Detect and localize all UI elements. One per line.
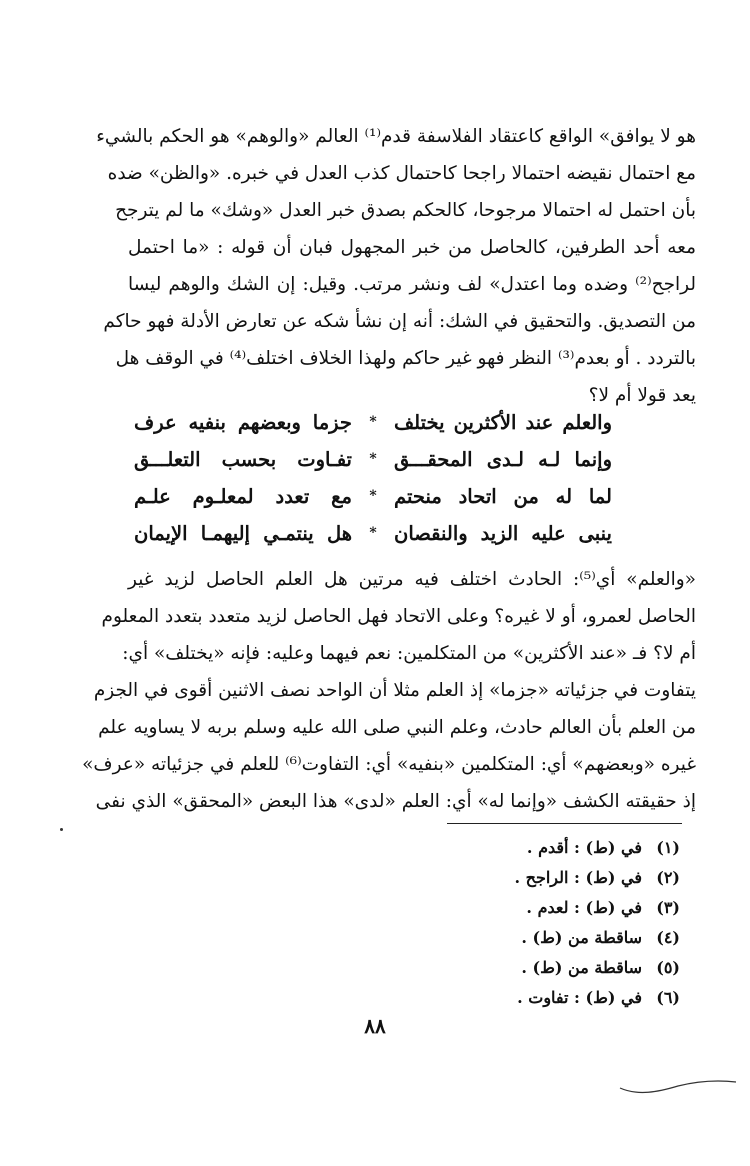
verse-second-hemistich: مع تعدد لمعلـوم علـم bbox=[134, 485, 352, 508]
text-line: بأن احتمل له احتمالا مرجوحا، كالحكم بصدق خبر العدل «وشك» ما لم يترجح bbox=[115, 200, 696, 221]
text-line: يتفاوت في جزئياته «جزما» إذ العلم مثلا أن الواحد نصف الاثنين أقوى في الجزم bbox=[93, 680, 696, 701]
verse-first-hemistich: ينبى عليه الزيد والنقصان bbox=[394, 522, 612, 545]
footnote-number: (٣) bbox=[656, 898, 680, 917]
footnote-item bbox=[380, 893, 680, 923]
verse-first-hemistich: وإنما لـه لـدى المحقـــق bbox=[394, 448, 612, 471]
verse-first-hemistich: لما له من اتحاد منحتم bbox=[394, 485, 612, 508]
verse-separator: * bbox=[369, 451, 377, 467]
verse-line bbox=[134, 404, 612, 441]
footnote-item bbox=[380, 833, 680, 863]
footnote-number: (١) bbox=[656, 838, 680, 857]
footnote-item bbox=[380, 863, 680, 893]
text-line: «والعلم» أي⁽⁵⁾: الحادث اختلف فيه مرتين هل العلم الحاصل لزيد غير bbox=[128, 569, 696, 590]
footnote-item bbox=[380, 923, 680, 953]
footnote-text: في (ط) : الراجح . bbox=[514, 868, 642, 887]
verse-first-hemistich: والعلم عند الأكثرين يختلف bbox=[394, 411, 612, 434]
text-line: مع احتمال نقيضه احتمالا راجحا كاحتمال كذب العدل في خبره. «والظن» ضده bbox=[107, 163, 696, 184]
verse-separator: * bbox=[369, 488, 377, 504]
footnote-text: في (ط) : تفاوت . bbox=[517, 988, 642, 1007]
footnote-text: في (ط) : لعدم . bbox=[526, 898, 642, 917]
text-line: أم لا؟ فـ «عند الأكثرين» من المتكلمين: نعم فيهما وعليه: فإنه «يختلف» أي: bbox=[122, 643, 696, 664]
verse-line bbox=[134, 441, 612, 478]
footnote-item bbox=[380, 983, 680, 1013]
verse-line bbox=[134, 515, 612, 552]
footnote-number: (٥) bbox=[656, 958, 680, 977]
text-line: من العلم بأن العالم حادث، وعلم النبي صلى الله عليه وسلم بربه لا يساويه علم bbox=[98, 717, 696, 738]
main-text-paragraph-1 bbox=[96, 118, 696, 414]
text-line: يعد قولا أم لا؟ bbox=[588, 385, 696, 406]
footnote-number: (٢) bbox=[656, 868, 680, 887]
text-line: لراجح⁽²⁾ وضده وما اعتدل» لف ونشر مرتب. وقيل: إن الشك والوهم ليسا bbox=[128, 274, 696, 295]
stray-dot bbox=[60, 828, 63, 831]
text-line: من التصديق. والتحقيق في الشك: أنه إن نشأ شكه عن تعارض الأدلة فهو حاكم bbox=[103, 311, 696, 332]
verse-separator: * bbox=[369, 525, 377, 541]
footnote-number: (٤) bbox=[656, 928, 680, 947]
footnote-text: ساقطة من (ط) . bbox=[521, 928, 642, 947]
verse-second-hemistich: جزما وبعضهم بنفيه عرف bbox=[134, 411, 352, 434]
footnote-item bbox=[380, 953, 680, 983]
text-line: هو لا يوافق» الواقع كاعتقاد الفلاسفة قدم⁽¹⁾ العالم «والوهم» هو الحكم بالشيء bbox=[96, 126, 696, 147]
text-line: بالتردد . أو بعدم⁽³⁾ النظر فهو غير حاكم ولهذا الخلاف اختلف⁽⁴⁾ في الوقف هل bbox=[115, 348, 696, 369]
footnote-text: ساقطة من (ط) . bbox=[521, 958, 642, 977]
verse-separator: * bbox=[369, 414, 377, 430]
poem-verses bbox=[134, 404, 612, 552]
main-text-paragraph-2 bbox=[82, 561, 696, 820]
page-number: ٨٨ bbox=[364, 1014, 386, 1038]
footnote-text: في (ط) : أقدم . bbox=[526, 838, 642, 857]
decorative-swash-mark bbox=[618, 1074, 738, 1096]
verse-line bbox=[134, 478, 612, 515]
footnotes bbox=[380, 833, 680, 1013]
text-line: الحاصل لعمرو، أو لا غيره؟ وعلى الاتحاد فهل الحاصل لزيد متعدد بتعدد المعلوم bbox=[101, 606, 696, 627]
text-line: غيره «وبعضهم» أي: المتكلمين «بنفيه» أي: التفاوت⁽⁶⁾ للعلم في جزئياته «عرف» bbox=[82, 754, 696, 775]
footnote-number: (٦) bbox=[656, 988, 680, 1007]
text-line: معه أحد الطرفين، كالحاصل من خبر المجهول فبان أن قوله : «ما احتمل bbox=[128, 237, 696, 258]
verse-second-hemistich: هل ينتمـي إليهمـا الإيمان bbox=[134, 522, 352, 545]
text-line: إذ حقيقته الكشف «وإنما له» أي: العلم «لدى» هذا البعض «المحقق» الذي نفى bbox=[95, 791, 696, 812]
footnote-separator-rule bbox=[447, 823, 682, 824]
verse-second-hemistich: تفـاوت بحسب التعلـــق bbox=[134, 448, 352, 471]
